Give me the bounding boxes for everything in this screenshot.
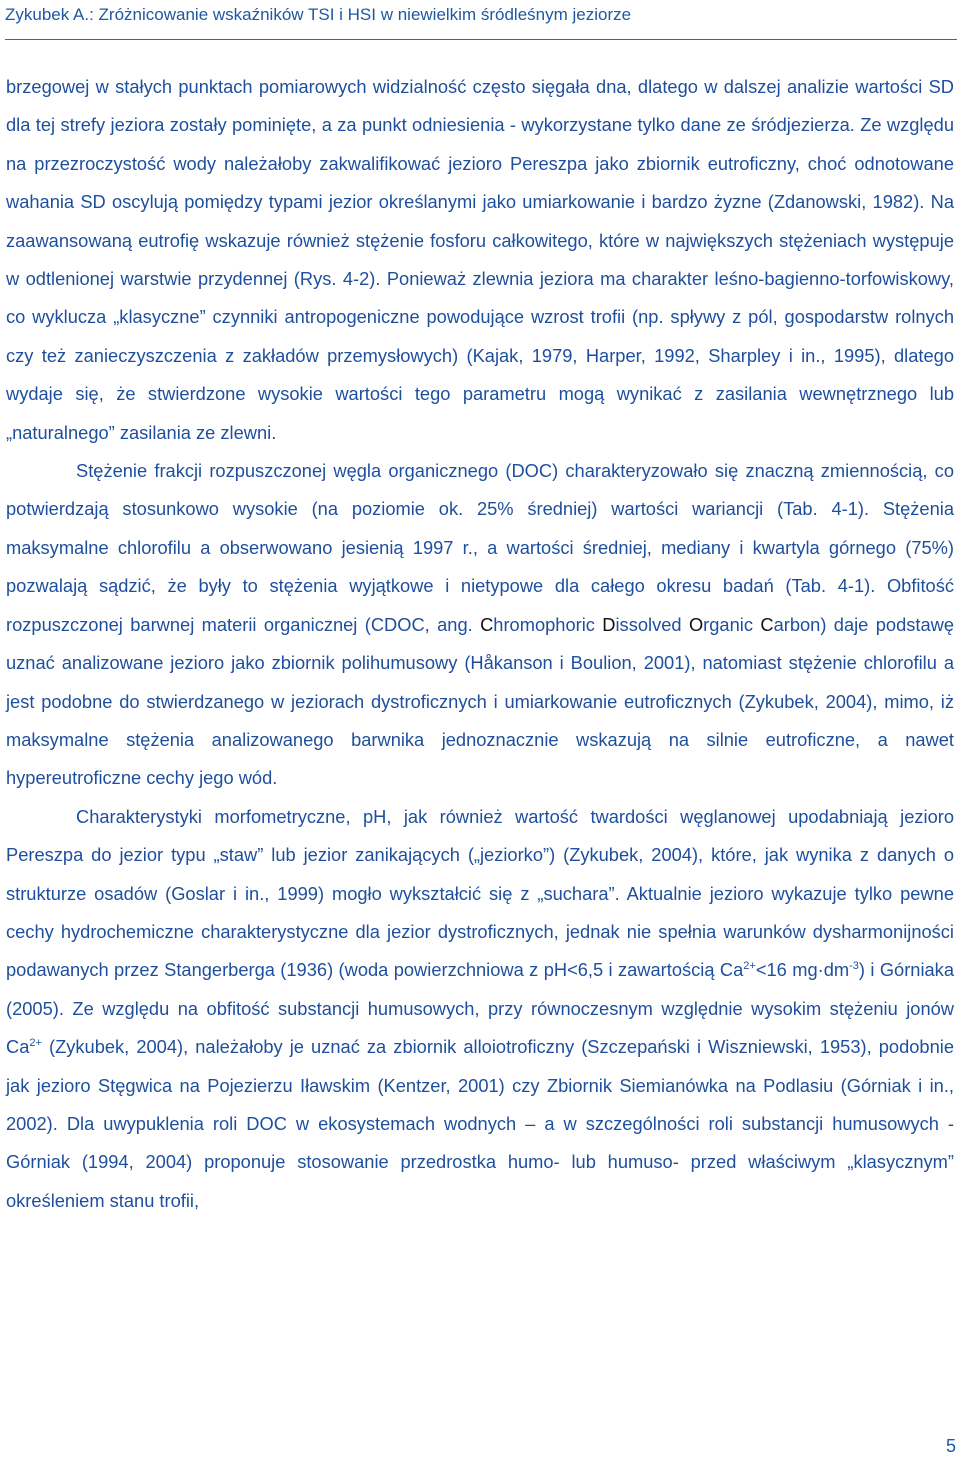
text-run: <16 mg·dm (755, 959, 850, 981)
text-run: D (602, 613, 616, 635)
text-run: C (480, 613, 494, 635)
text-run: Obfitość rozpuszczonej barwnej materii organicznej (CDOC, ang. (6, 575, 954, 635)
superscript: 2+ (743, 960, 756, 973)
text-run: , 1999) mogło wykształcić się z „suchara”. (264, 882, 620, 904)
text-run: Ponieważ zlewnia jeziora ma charakter leśno-bagienno-torfowiskowy, co wyklucza „klasyczne” czynniki antropogeniczne powodujące wzrost trofii (np. spływy z pól, gospodarstw rolnych czy też zanieczyszczenia z zakładów przemysłowych) (Kajak, 1979, Harper, 1992, Sharpley i in. (6, 268, 955, 366)
paragraph-1 (6, 68, 954, 452)
running-header: Zykubek A.: Zróżnicowanie wskaźników TSI i HSI w niewielkim śródleśnym jeziorze (5, 5, 632, 24)
text-run: O (688, 613, 704, 635)
text-run: arbon) daje podstawę uznać analizowane jezioro jako zbiornik polihumusowy (Håkanson i Boulion, 2001), natomiast stężenie chlorofilu a jest podobne do stwierdzanego w jeziorach dystroficznych i umiarkowanie eutroficznych (Zykubek, 2004), mimo, iż maksymalne stężenia analizowanego barwnika jednoznacznie wskazują na silnie eutroficzne, a nawet hypereutroficzne cechy jego wód. (6, 613, 954, 789)
text-run: Ze względu na obfitość substancji humusowych, przy równoczesnym względnie wysokim stężeniu jonów Ca (6, 997, 954, 1058)
paragraph-2 (6, 452, 954, 798)
superscript: -3 (849, 960, 859, 973)
text-run: brzegowej w stałych punktach pomiarowych widzialność często sięgała dna, dlatego w dalszej analizie wartości SD dla tej strefy jeziora zostały pominięte, a za punkt odniesienia - wykorzystane tylko dane ze śródjezierza. (6, 76, 954, 136)
text-run: , a wartości średniej, mediany i kwartyla górnego (75%) pozwalają sądzić, że były to stężenia wyjątkowe i nietypowe dla całego okresu badań (Tab. 4-1). (6, 536, 954, 597)
text-run: C (760, 613, 774, 635)
paragraph-3 (6, 798, 954, 1220)
body-text (6, 68, 954, 1220)
text-run: (Zykubek, 2004), należałoby je uznać za zbiornik alloiotroficzny (Szczepański i Wiszniewski, 1953), podobnie jak jezioro Stęgwica na Pojezierzu Iławskim (Kentzer, 2001) czy Zbiornik Siemianówka na Podlasiu (Górniak i in., 2002). (6, 1036, 954, 1134)
text-run: , 1995), dlatego wydaje się, że stwierdzone wysokie wartości tego parametru mogą wynikać z zasilania wewnętrznego lub „naturalnego” zasilania ze zlewni. (6, 344, 954, 443)
text-run: rganic (703, 613, 761, 635)
text-run: Ze względu na przezroczystość wody należałoby zakwalifikować jezioro Pereszpa jako zbiornik eutroficzny, choć odnotowane wahania SD oscylują pomiędzy typami jezior określanymi jako umiarkowanie i bardzo żyzne (Zdanowski, 1982). (6, 114, 954, 213)
text-run: Na zaawansowaną eutrofię wskazuje również stężenie fosforu całkowitego, które w największych stężeniach występuje w odtlenionej warstwie przydennej (Rys. 4-2). (6, 191, 954, 290)
text-run: ) i Górniaka (2005). (6, 959, 954, 1019)
text-run: Charakterystyki morfometryczne, pH, jak również wartość twardości węglanowej upodabniają jezioro Pereszpa do jezior typu „staw” lub jezior zanikających („jeziorko”) (Zykubek, 2004), które, jak wynika z danych o strukturze osadów (Goslar i in. (6, 805, 954, 904)
text-run: Dla uwypuklenia roli DOC w ekosystemach wodnych – a w szczególności roli substancji humusowych - Górniak (1994, 2004) proponuje stosowanie przedrostka humo- lub humuso- przed właściwym „klasycznym” określeniem stanu trofii, (6, 1112, 954, 1211)
text-run: Stężenie frakcji rozpuszczonej węgla organicznego (DOC) charakteryzowało się znaczną zmiennością, co potwierdzają stosunkowo wysokie (na poziomie ok. 25% średniej) wartości wariancji (Tab. 4-1). Stężenia maksymalne chlorofilu a obserwowano jesienią 1997 r. (6, 460, 954, 558)
text-run: issolved (615, 613, 689, 635)
superscript: 2+ (29, 1037, 42, 1050)
text-run: Aktualnie jezioro wykazuje tylko pewne cechy hydrochemiczne charakterystyczne dla jezior dystroficznych, jednak nie spełnia warunków dysharmonijności podawanych przez Stangerberga (1936) (woda powierzchniowa z pH<6,5 i zawartością Ca (6, 882, 955, 981)
text-run: hromophoric (493, 613, 603, 635)
page-number: 5 (945, 1436, 956, 1456)
header-rule (5, 39, 957, 40)
